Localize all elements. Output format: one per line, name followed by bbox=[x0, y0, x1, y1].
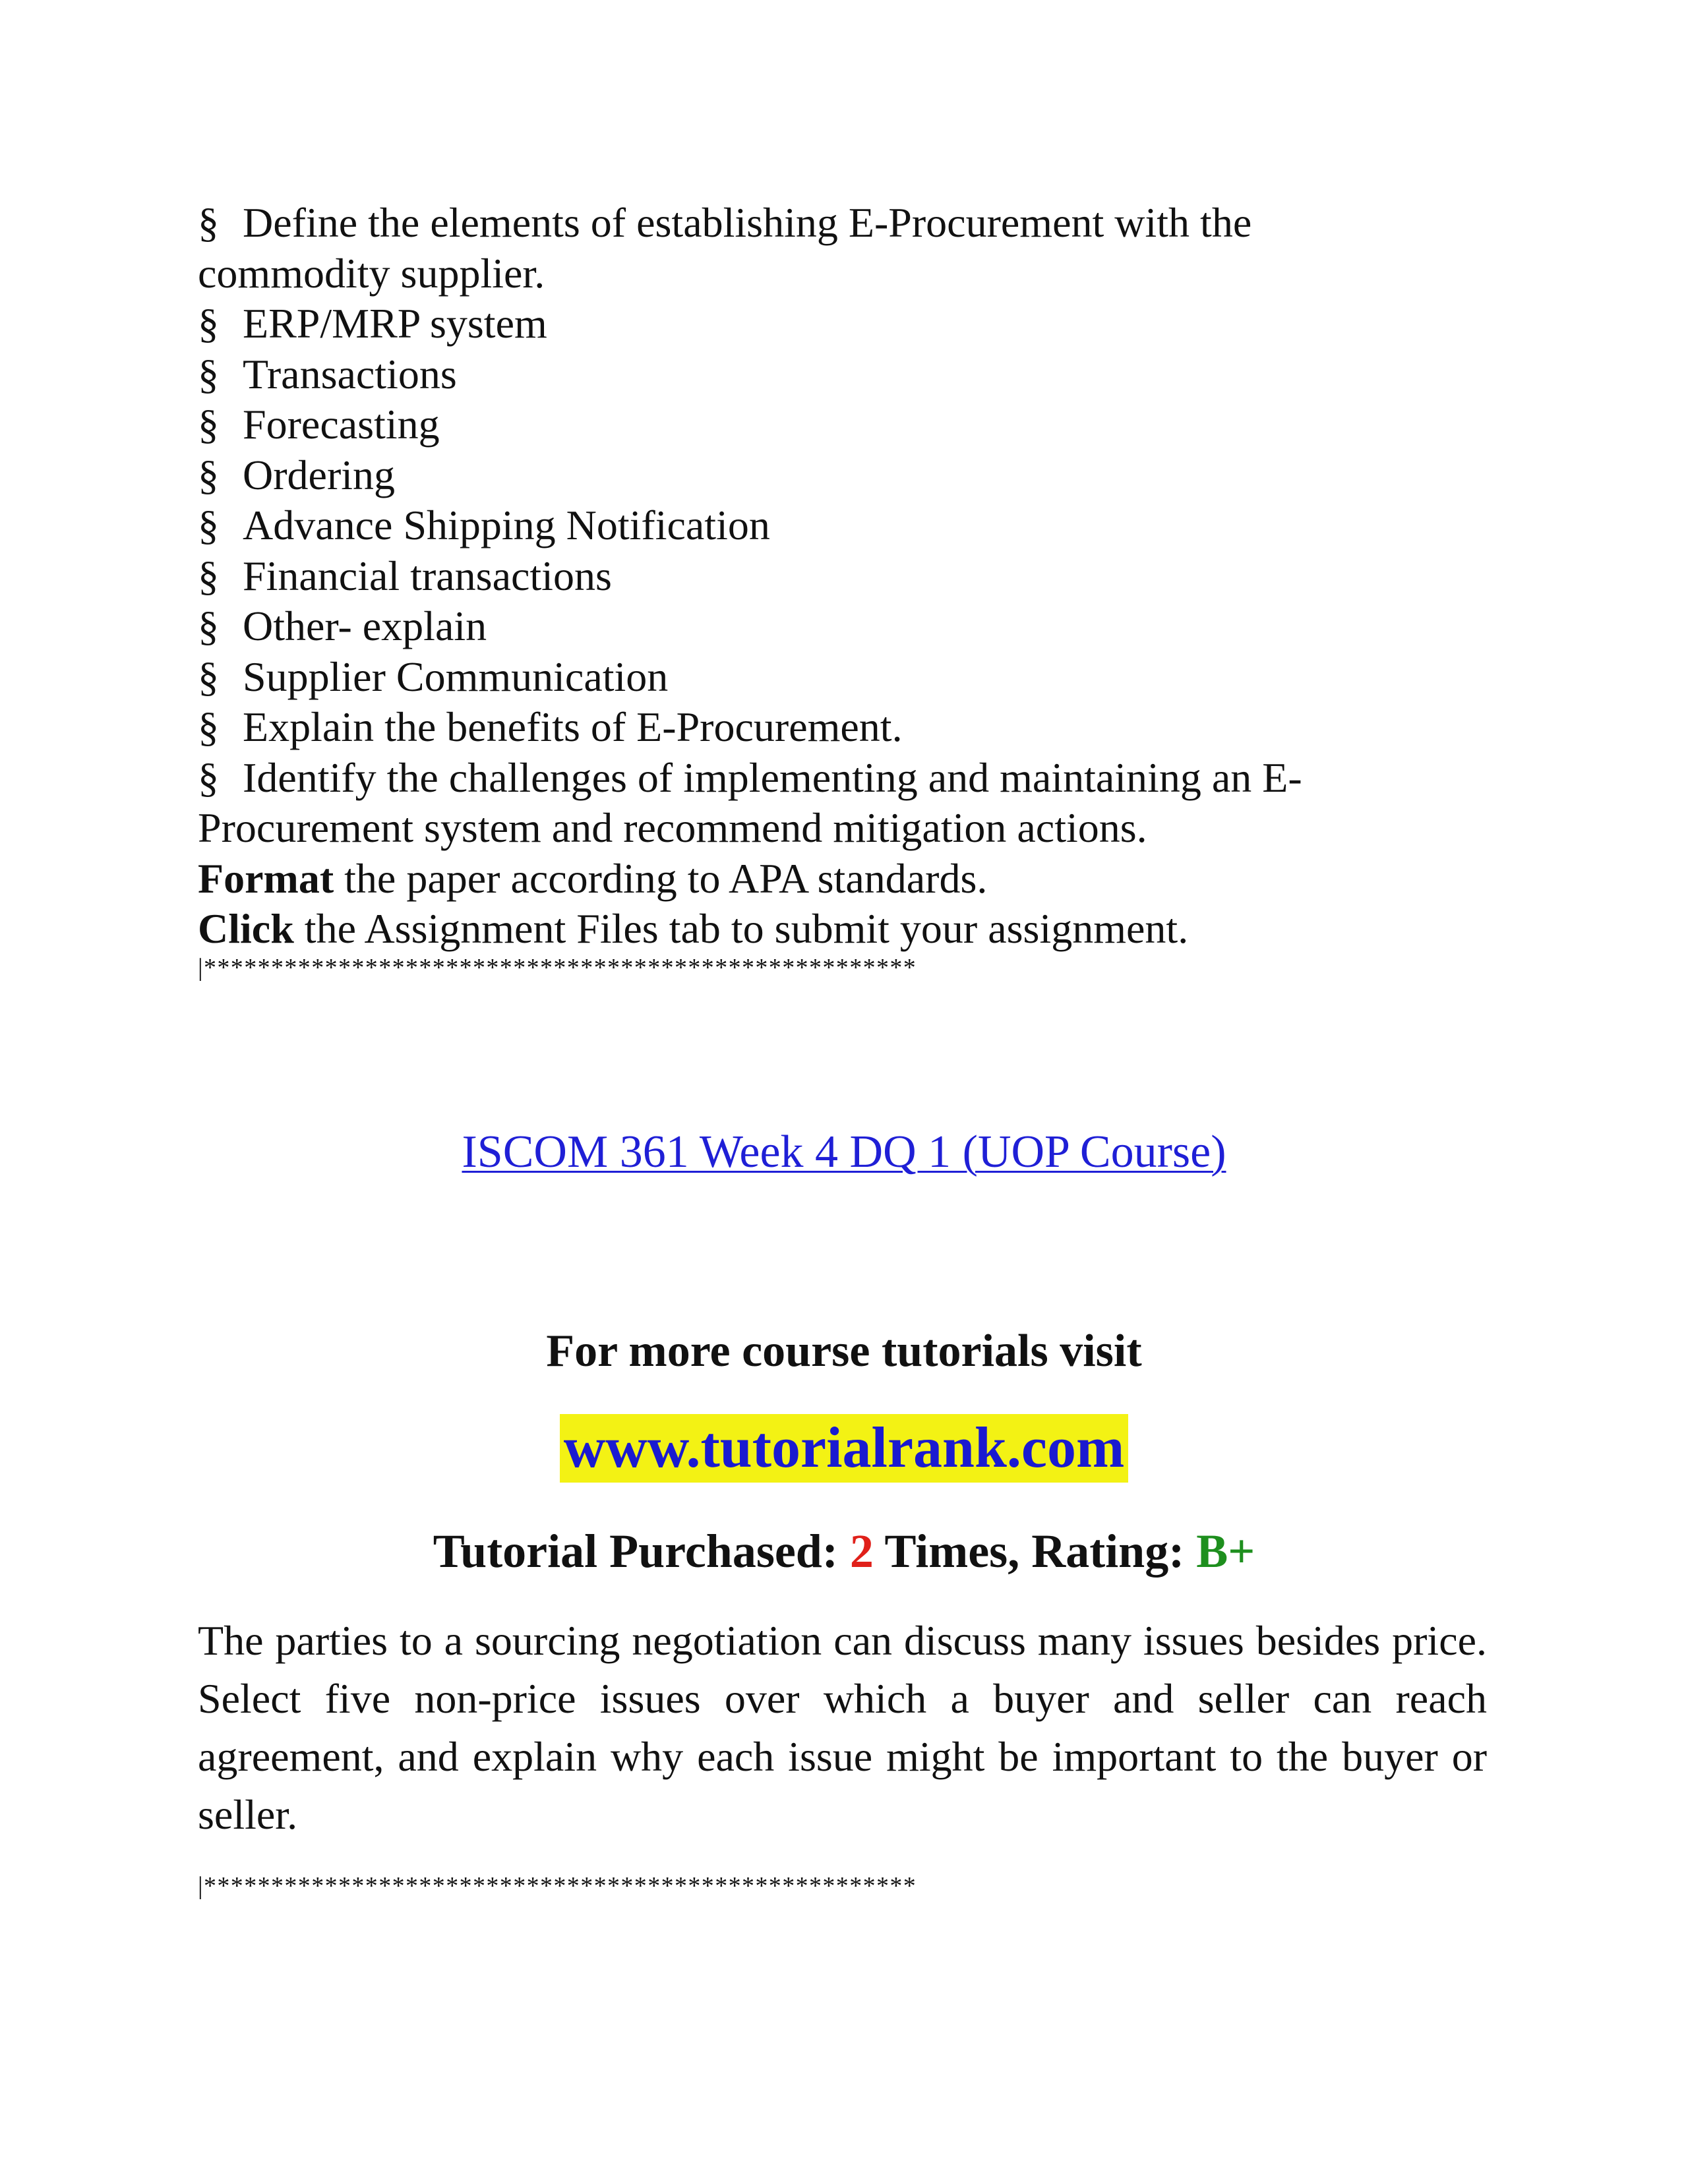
discussion-question: The parties to a sourcing negotiation can discuss many issues besides price. Select five non-price issues over which a buyer and seller can reach agreement, and explain why each issue might be important to the buyer or seller. bbox=[198, 1617, 1487, 1838]
section-symbol-icon: § bbox=[198, 552, 219, 599]
section-symbol-icon: § bbox=[198, 350, 219, 398]
list-item: § Forecasting bbox=[198, 399, 1451, 450]
requirements-list bbox=[198, 198, 1451, 955]
site-url-highlight[interactable]: www.tutorialrank.com bbox=[560, 1414, 1129, 1483]
list-item: § Supplier Communication bbox=[198, 652, 1451, 703]
course-title-link-wrap bbox=[0, 1125, 1688, 1180]
section-symbol-icon: § bbox=[198, 753, 219, 801]
list-item: § Other- explain bbox=[198, 601, 1451, 652]
section-symbol-icon: § bbox=[198, 451, 219, 498]
list-item-continuation: commodity supplier. bbox=[198, 249, 545, 297]
purchase-count: 2 bbox=[849, 1525, 874, 1578]
list-item: § Transactions bbox=[198, 349, 1451, 400]
list-item: § Ordering bbox=[198, 450, 1451, 501]
format-instruction: Format the paper according to APA standards. bbox=[198, 854, 988, 902]
list-item: § Financial transactions bbox=[198, 551, 1451, 602]
list-item: § Identify the challenges of implementing and maintaining an E- bbox=[198, 753, 1451, 804]
section-symbol-icon: § bbox=[198, 603, 219, 649]
rating-badge: B+ bbox=[1196, 1525, 1255, 1578]
section-symbol-icon: § bbox=[198, 300, 219, 347]
list-item: § ERP/MRP system bbox=[198, 299, 1451, 349]
list-item: § Explain the benefits of E-Procurement. bbox=[198, 702, 1451, 753]
visit-heading: For more course tutorials visit bbox=[546, 1326, 1142, 1376]
submit-instruction: Click the Assignment Files tab to submit your assignment. bbox=[198, 905, 1189, 952]
list-item: § Define the elements of establishing E-Procurement with the bbox=[198, 198, 1451, 249]
site-wrap bbox=[0, 1414, 1688, 1483]
section-symbol-icon: § bbox=[198, 401, 219, 448]
section-symbol-icon: § bbox=[198, 653, 219, 700]
separator-line: |***************************************************** bbox=[198, 954, 917, 982]
section-symbol-icon: § bbox=[198, 502, 219, 548]
section-symbol-icon: § bbox=[198, 703, 219, 750]
purchase-rating-line: Tutorial Purchased: 2 Times, Rating: B+ bbox=[433, 1525, 1255, 1578]
list-item: § Advance Shipping Notification bbox=[198, 500, 1451, 551]
list-item-continuation: Procurement system and recommend mitigation actions. bbox=[198, 804, 1147, 851]
course-title-link[interactable]: ISCOM 361 Week 4 DQ 1 (UOP Course) bbox=[462, 1127, 1226, 1177]
separator-line: |***************************************************** bbox=[198, 1872, 917, 1900]
section-symbol-icon: § bbox=[198, 199, 219, 246]
